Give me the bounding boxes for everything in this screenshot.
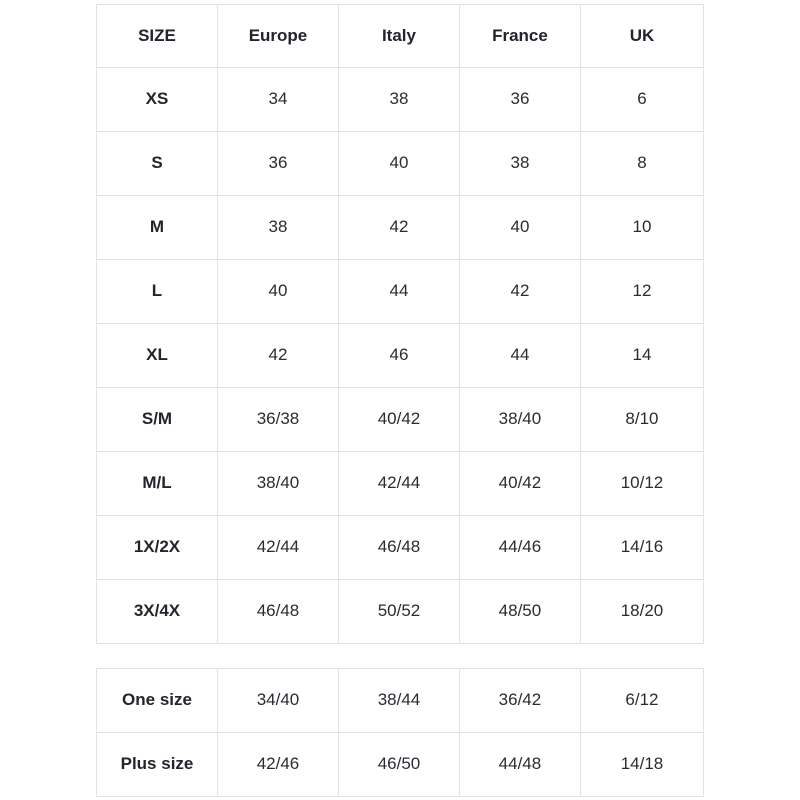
row-label: One size <box>97 669 218 733</box>
cell-uk: 6 <box>580 68 703 132</box>
table-row <box>97 516 704 580</box>
table-header-row <box>97 5 704 68</box>
row-label: M/L <box>97 452 218 516</box>
cell-uk: 14 <box>580 324 703 388</box>
row-label: S <box>97 132 218 196</box>
row-label: XS <box>97 68 218 132</box>
cell-france: 38/40 <box>459 388 580 452</box>
table-row <box>97 68 704 132</box>
cell-uk: 18/20 <box>580 580 703 644</box>
table-row <box>97 580 704 644</box>
cell-france: 38 <box>459 132 580 196</box>
cell-europe: 36 <box>217 132 338 196</box>
cell-france: 40/42 <box>459 452 580 516</box>
cell-italy: 38/44 <box>338 669 459 733</box>
cell-uk: 14/16 <box>580 516 703 580</box>
table-body <box>97 669 704 797</box>
cell-italy: 46 <box>338 324 459 388</box>
table-row <box>97 452 704 516</box>
cell-italy: 46/50 <box>338 733 459 797</box>
cell-uk: 8 <box>580 132 703 196</box>
cell-france: 48/50 <box>459 580 580 644</box>
cell-italy: 42/44 <box>338 452 459 516</box>
cell-europe: 34/40 <box>217 669 338 733</box>
cell-italy: 46/48 <box>338 516 459 580</box>
cell-italy: 42 <box>338 196 459 260</box>
column-header-uk: UK <box>580 5 703 68</box>
cell-france: 36 <box>459 68 580 132</box>
cell-europe: 46/48 <box>217 580 338 644</box>
cell-uk: 12 <box>580 260 703 324</box>
cell-europe: 40 <box>217 260 338 324</box>
table-header <box>97 5 704 68</box>
cell-italy: 38 <box>338 68 459 132</box>
cell-uk: 8/10 <box>580 388 703 452</box>
column-header-size: SIZE <box>97 5 218 68</box>
cell-france: 44/46 <box>459 516 580 580</box>
column-header-europe: Europe <box>217 5 338 68</box>
column-header-france: France <box>459 5 580 68</box>
cell-europe: 36/38 <box>217 388 338 452</box>
cell-france: 44 <box>459 324 580 388</box>
primary-size-table-container <box>96 4 704 644</box>
row-label: L <box>97 260 218 324</box>
row-label: 3X/4X <box>97 580 218 644</box>
cell-italy: 40/42 <box>338 388 459 452</box>
table-row <box>97 196 704 260</box>
cell-europe: 42 <box>217 324 338 388</box>
cell-uk: 10/12 <box>580 452 703 516</box>
row-label: 1X/2X <box>97 516 218 580</box>
table-row <box>97 733 704 797</box>
cell-europe: 38/40 <box>217 452 338 516</box>
secondary-size-table <box>96 668 704 797</box>
cell-europe: 38 <box>217 196 338 260</box>
cell-uk: 10 <box>580 196 703 260</box>
table-row <box>97 132 704 196</box>
row-label: M <box>97 196 218 260</box>
table-row <box>97 669 704 733</box>
table-row <box>97 324 704 388</box>
secondary-size-table-container <box>96 668 704 797</box>
cell-france: 44/48 <box>459 733 580 797</box>
cell-france: 42 <box>459 260 580 324</box>
row-label: S/M <box>97 388 218 452</box>
cell-europe: 34 <box>217 68 338 132</box>
cell-france: 40 <box>459 196 580 260</box>
cell-uk: 14/18 <box>580 733 703 797</box>
table-row <box>97 260 704 324</box>
column-header-italy: Italy <box>338 5 459 68</box>
row-label: XL <box>97 324 218 388</box>
cell-italy: 50/52 <box>338 580 459 644</box>
cell-italy: 40 <box>338 132 459 196</box>
cell-europe: 42/46 <box>217 733 338 797</box>
cell-europe: 42/44 <box>217 516 338 580</box>
table-body <box>97 68 704 644</box>
cell-uk: 6/12 <box>580 669 703 733</box>
cell-france: 36/42 <box>459 669 580 733</box>
row-label: Plus size <box>97 733 218 797</box>
table-row <box>97 388 704 452</box>
cell-italy: 44 <box>338 260 459 324</box>
primary-size-table <box>96 4 704 644</box>
